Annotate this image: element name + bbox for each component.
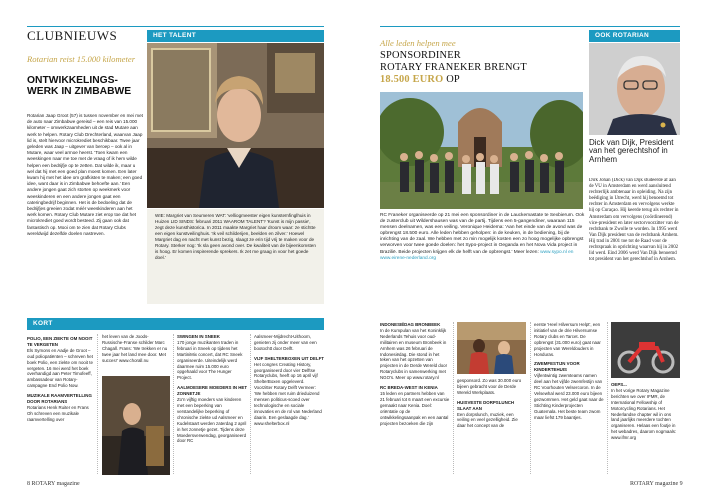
kort-item-heading: OEPS... [611,382,627,387]
kort-item-text: Els Symons en Aadje de Groot – oud poliopatiënten – schreven het boek Polio, een ziekte om nooit te vergeten. 16 mei werd het boek overhandigd aan Peter Timofeeff, ambassadeur van Rotary-campagne End Polio Now. [27,347,93,389]
kort-column-4 [254,334,324,476]
kort-item-heading: HUISVESTE DORPSLUNCH SLAAT AAN [457,399,515,411]
photo-caption-text: RC Franeker organiseerde op 21 mei een sponsordiner in de Lauckemastate te Sexbierum. Ook de zusterclub uit Wildershausen was van de partij. Tijdens een 5-gangendiner, waaraan 115 mensen deelnamen, was een veiling. Veronique Heidema: 'Aan het einde van de avond was de opbrengst 18.500 euro. Alle leden hebben geholpen: in de keuken, in de bediening, bij de inrichting van de zaal. We hebben met zo min mogelijk kosten een zo hoog mogelijke opbrengst verworven voor twee goede doelen: het Sypo-project in Oeganda en het Nova Vida project in Brazilië. Beide projecten krijgen elk de helft van de opbrengst.' Meer lezen: [380,213,585,255]
headline-amount: 18.500 EURO [380,74,444,85]
kort-item-text: Rotarians Henk Ruiter en Frans Oh schreven een muzikale raamvertelling over [27,404,89,422]
kort-item-text: gesponsord. Zo was 30.000 euro bijeen gebracht voor de Derde Wereld Werkplaats. [457,378,522,395]
kort-item [380,385,450,426]
kenia-photo [457,322,526,374]
column-divider [607,322,608,474]
article-kicker: Rotarian reist 15.000 kilometer [27,54,136,64]
kort-item [380,322,450,381]
kort-item [27,336,93,389]
kort-item-text: Zo'n vijftig moeders van kinderen met een beperking van verstandelijke beperking of chronische ziekte ud Aalsmeer en Kudelstaart werden zaterdag 2 april in het zonnetje gezet. Tijdens deze Moedersverwendag, georganiseerd door RC [177,397,247,444]
kort-item-text: In het vorige Rotary Magazine berichten we over IFMR, de International Fellowship of Motorcycling Rotarians. Het Nederlandse chapter wil in ons land jaarlijks meerdere tochten organiseren. Helaas een foutje in het webadres, daarom nogmaals: www.ifmr.org [611,387,677,441]
kort-item [534,361,604,420]
ook-rotarian-tab: OOK ROTARIAN [589,30,680,42]
top-rule-left [27,26,324,27]
sponsordiner-group-photo [380,92,583,209]
kort-item-text: Vijfentwintig zwemteams namen deel aan het vijfde zwemfestijn van RC Voorhouten Velsercoron. In de Velsewhal werd 23.000 euro bijeen gezwommen. Het geld gaat naar de Stichting Kinderprojecten Guatemala. Het beste team zwom maar liefst 179 baantjes. [534,373,604,420]
kort-item-text: 170 jonge muzikanten traden in februari in Sneek op tijdens het MartiniMix concert, dat RC Sneek organiseerde. Uiteindelijk werd daarmee ruim 15.000 euro opgehaald voor The Hunger Project. [177,339,243,381]
headline-line-2: ROTARY FRANEKER BRENGT [380,62,527,73]
kort-item [611,382,680,441]
motorcycle-photo [611,322,680,378]
kort-column-r4 [611,382,680,476]
column-divider [250,334,251,474]
page-footer-left: 8 ROTARY magazine [27,481,80,487]
kort-item-heading: MUZIKALE RAAMVERTELLING DOOR ROTARIANS [27,393,92,405]
profile-name: Dick van Dijk, President van het gerechtshof in Arnhem [589,138,674,164]
het-talent-tab: HET TALENT [147,30,324,42]
headline-line-1: SPONSORDINER [380,50,461,61]
kort-item-text: Een dorpslunch, muziek, een veiling en veel gezelligheid. Zie daar het concept van de [457,411,518,429]
column-divider [453,322,454,474]
group-photo-illustration [380,92,583,209]
article-body-text: Rotarian Jaap Groot (57) is tussen november en mei met de auto naar Zimbabwe gereisd – een reis van 15.000 kilometer – omwerkzaamheden uit de stad Mutare aan werk te helpen. Rotary Club Drechterland, waarvan Jaap lid is, stelt hiervoor microkrediet beschikbaar. Twee jaar geleden was Jaap – uitgever van beroep – ook al in Mutare, waar veel armoe heerst. 'Toen kwam een weeskingen naar me toe met de vraag of ik hem wilde helpen een bedrijfje op te zetten. Dat wilde ik, maar u wel dat hij met een goed plan moest komen. Een later kwam hij met het idee om grafkisten te maken; een goed idee, want daar is in Zimbabwe behoefte aan.' Een andere jongen gaat zich storten op weekmerk voor weeskinderen en een andere jongen gaat een cateringbedrijf beginnen. Het is de bedoeling dat de bedrijfjes greeien zodat méér weeskinderen aan het werk komen. Rotary Club Mutare ziet erop toe dat het microkrediet goed wordt besteed. Zij gaan ook dat fantastisch op. Mooi om te zien dat Rotary Clubs wereldwijd dezelfde doelen nastreven. [27,113,143,236]
column-divider [173,334,174,474]
kort-item-text: eerste 'Heel Hilversum Helpt', een initiatief van de drie Hilversumse Rotary clubs en Tarcet. De opbrengst (31.000 euro) gaat naar projecten van Wereldouders in Honduras. [534,322,601,357]
kort-item-heading: SWINGEN IN SNEEK [177,334,220,339]
kort-item-text: Aalsmeer-Mijdrecht-Uithoorn, genieten zij onder meer van een bootochtt door Delft. [254,334,317,351]
kort-column-r3 [534,322,604,476]
kort-item [177,334,247,381]
chagall-performance-photo [102,376,170,475]
column-divider [97,334,98,474]
section-title: CLUBNIEUWS [27,28,118,43]
kort-item [457,400,526,430]
kort-column-r2 [457,378,526,476]
kort-column-r1 [380,322,450,476]
kort-column-1 [27,336,93,476]
headline-rest: OP [446,74,460,85]
kort-item [177,385,247,444]
photo-caption [380,213,585,262]
kenia-photo-illustration [457,322,526,374]
motorcycle-illustration [611,322,680,378]
kort-item-heading: VIJF SHELTERBOXEN UIT DELFT [254,355,324,361]
article-headline: ONTWIKKELINGS-WERK IN ZIMBABWE [27,75,132,97]
profile-body: Dirk Johan (Dick) van Dijk studeerde af aan de VU in Amsterdam en werd aansluitend rechterlijk ambtenaar in opleiding. Na zijn beëdiging in Utrecht, werd hij benoemd tot rechter in Amsterdam en vervolgens werkte hij op Curaçao. Hij keerde terug als rechter in Amsterdam om vervolgens (coördinerend) vice-president en later sectorvoorzitter van de rechtbank te Zwolle te worden. In 1995 werd Van Dijk president van de rechtbank Arnhem. Hij trad in 2001 toe tot de Raad voor de rechtspraak in oprichting waarvan hij in 2002 lid werd. Eind 2006 werd Van Dijk benoemd tot president van het gerechtshof in Arnhem. [589,178,679,263]
kort-item [254,334,324,352]
article-body [27,113,143,313]
kort-item-text: In de Kumpulan van het Koninklijk Nederlands Tehuis voor oud-militairen en museum Bronbeek in Arnhem was 26 februari de Indonesiëdag. Die stond in het teken van het opzetten van projecten in de Derde Wereld door Rotaryclubs in samenwerking met NGO's. Meer op www.rotary.nl [380,327,448,381]
kort-item-text: het leven van de Joods-Russische-Franse schilder Marc Chagall. Frans: 'We trekken er nu twee jaar het land mee door. Met succes!' www.chorall.nu [102,334,168,363]
kort-item-heading: POLIO, EEN ZIEKTE OM NOOIT TE VERGETEN [27,336,93,347]
kort-item-text: 15 leden en partners hebben van 21 februari tot 6 maart een excursie gemaakt naar Kenia. Doel: oriëntatie op de ontwikkelingsaanpak en een aantal projecten bezoeken die zijn [380,390,450,426]
headline-line-3 [380,74,460,85]
kort-tab-left: KORT [27,318,324,330]
column-divider [530,322,531,474]
talent-caption: WIE: Margriet van Seumeren WAT: 'velliogmeester eigen kunsteïnfinglhuis in Huizen LID SINDS: februari 2011 WAAROM TALENT? 'Kunst is mijn passie', zegt deze kunsthistorica. In 2011 maakte Margriet haar droom waar: ze stichtte een eigen kunstveilinghuis. 'Ik veil schilderijen, beelden en zilver.' Hoewel Margriet dag en nacht met kunst bezig, slaagt ze erin tijd vrij te maken voor de Rotary. Sterker nog: 'Ik sla geen avond over. De kwaliteit van de bijeenkomsten is hoog. Er komen inspirerende sprekers. Ik zet me graag in voor het goede doel.' [155,213,316,260]
photo-caption-links[interactable]: www.sypo.nl en www.eirene-nederland.org [380,249,574,261]
kort-item [27,393,93,423]
page-footer-right: ROTARY magazine 9 [630,481,683,487]
kort-item [534,322,604,357]
kort-item [457,378,526,396]
portrait-illustration [147,43,324,208]
kort-item-heading: INDONESIËDAG BRONBEEK [380,322,441,327]
talent-portrait-photo [147,43,324,208]
kort-item-heading: AALMOESERE MOEDERS IN HET ZONNETJE [177,385,247,397]
kort-item-heading: RC BREDA-WEST IN KENIA [380,385,438,391]
top-rule-right [380,26,680,27]
kort-item [254,356,324,427]
kort-item-text: Het congres Creating History, georganiseerd door vier Delftse Rotaryclubs, heeft op 16 april vijf ShelterBoxen opgeleverd. Voorzitter Rotary Delft Vermeer: 'We hebben met ruim drieduizend mensen politicus-scoed over technologische en sociale innovaties en de rol van Nederland daarin. Een geslaagde dag.' www.shelterbox.nl [254,361,322,426]
article-kicker-right: Alle leden helpen mee [380,38,456,48]
kort-column-2 [102,334,170,374]
kort-column-3 [177,334,247,476]
profile-portrait-illustration [589,43,680,135]
kort-item-heading: ZWEMFESTIJN VOOR KINDERTEHUIS [534,361,580,373]
dick-van-dijk-photo [589,43,680,135]
performance-illustration [102,376,170,475]
